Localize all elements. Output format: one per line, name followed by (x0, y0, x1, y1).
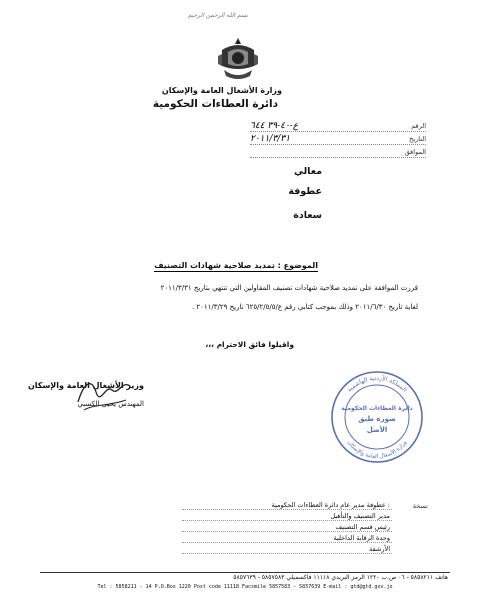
reference-corresponding-label: الموافق (404, 147, 426, 156)
footer-contact-english: Tel : 5858211 - 14 P.O.Box 1220 Post code 11118 Facsmile 5857583 - 5857639 E-mail : gtd@gtd.gov.jo (97, 584, 393, 590)
stamp-bottom-text: وزارة الأشغال العامة والإسكان (346, 439, 408, 461)
signatory-title: وزير الأشغال العامة والإسكان (27, 381, 144, 390)
copy-row (182, 511, 428, 522)
department-name: دائرة العطاءات الحكومية (152, 98, 278, 110)
reference-number-row (250, 120, 426, 132)
reference-corresponding-row (250, 146, 426, 158)
handwritten-signature-icon (70, 370, 140, 420)
signatory-name: المهندس يحيى الكسبي (77, 400, 144, 408)
copy-item-5: الأرشفة (182, 545, 392, 554)
closing-line: واقبلوا فائق الاحترام ،،، (205, 340, 294, 349)
reference-block (250, 120, 426, 159)
basmala: بسم الله الرحمن الرحيم (187, 12, 248, 19)
copy-row (182, 500, 428, 511)
copy-row (182, 544, 428, 555)
footer-contact-arabic: هاتف ٥٨٥٨٢١١ - ٠٦ ص.ب ١٢٢٠ الرمز البريدي ١١١١٨ فاكسميلي ٥٨٥٧٥٨٣ - ٥٨٥٧٦٣٩ (233, 574, 448, 581)
stamp-outer-text: المملكة الأردنية الهاشمية (345, 374, 409, 394)
footer-divider (40, 572, 450, 573)
copies-label: نسخة (412, 501, 428, 510)
subject-line: الموضوع : تمديد صلاحية شهادات التصنيف (154, 261, 318, 270)
body-line-2: لغاية تاريخ ٢٠١١/٦/٣٠ وذلك بموجب كتابي رقم ع/٦٢٥/٢/٥/٥ تاريخ ٢٠١١/٣/٢٩ . (191, 303, 418, 311)
body-line-1: قررت الموافقة على تمديد صلاحية شهادات تصنيف المقاولين التي تنتهي بتاريخ ٢٠١١/٣/٣١ (160, 284, 418, 292)
copy-row (182, 522, 428, 533)
copy-item-1: : عطوفة مدير عام دائرة العطاءات الحكومية (182, 501, 392, 510)
ministry-name: وزارة الأشغال العامة والإسكان (161, 86, 282, 95)
copy-item-4: وحدة الرقابة الداخلية (182, 534, 392, 543)
reference-number-value: ع-٤٠-٣٩ ٦٤٤ (250, 120, 299, 131)
addressee-line-3: سعادة (293, 210, 322, 221)
stamp-line-1: دائرة العطاءات الحكومية (341, 405, 413, 412)
official-stamp (328, 368, 426, 466)
reference-number-label: الرقم (411, 121, 426, 130)
reference-date-label: التاريخ (409, 134, 426, 143)
reference-date-value: ٢٠١١/٣/٣١ (250, 133, 290, 144)
copy-item-2: مدير التصنيف والتأهيل (182, 512, 392, 521)
addressee-line-2: عطوفة (288, 186, 322, 197)
stamp-line-2: صورة طبق (358, 415, 396, 423)
addressee-line-1: معالي (294, 166, 322, 177)
copy-item-3: رئيس قسم التصنيف (182, 523, 392, 532)
copy-row (182, 533, 428, 544)
stamp-line-3: الأصل (366, 426, 388, 434)
jordan-crest-icon (214, 36, 262, 84)
copies-block (182, 500, 428, 555)
reference-date-row (250, 133, 426, 145)
